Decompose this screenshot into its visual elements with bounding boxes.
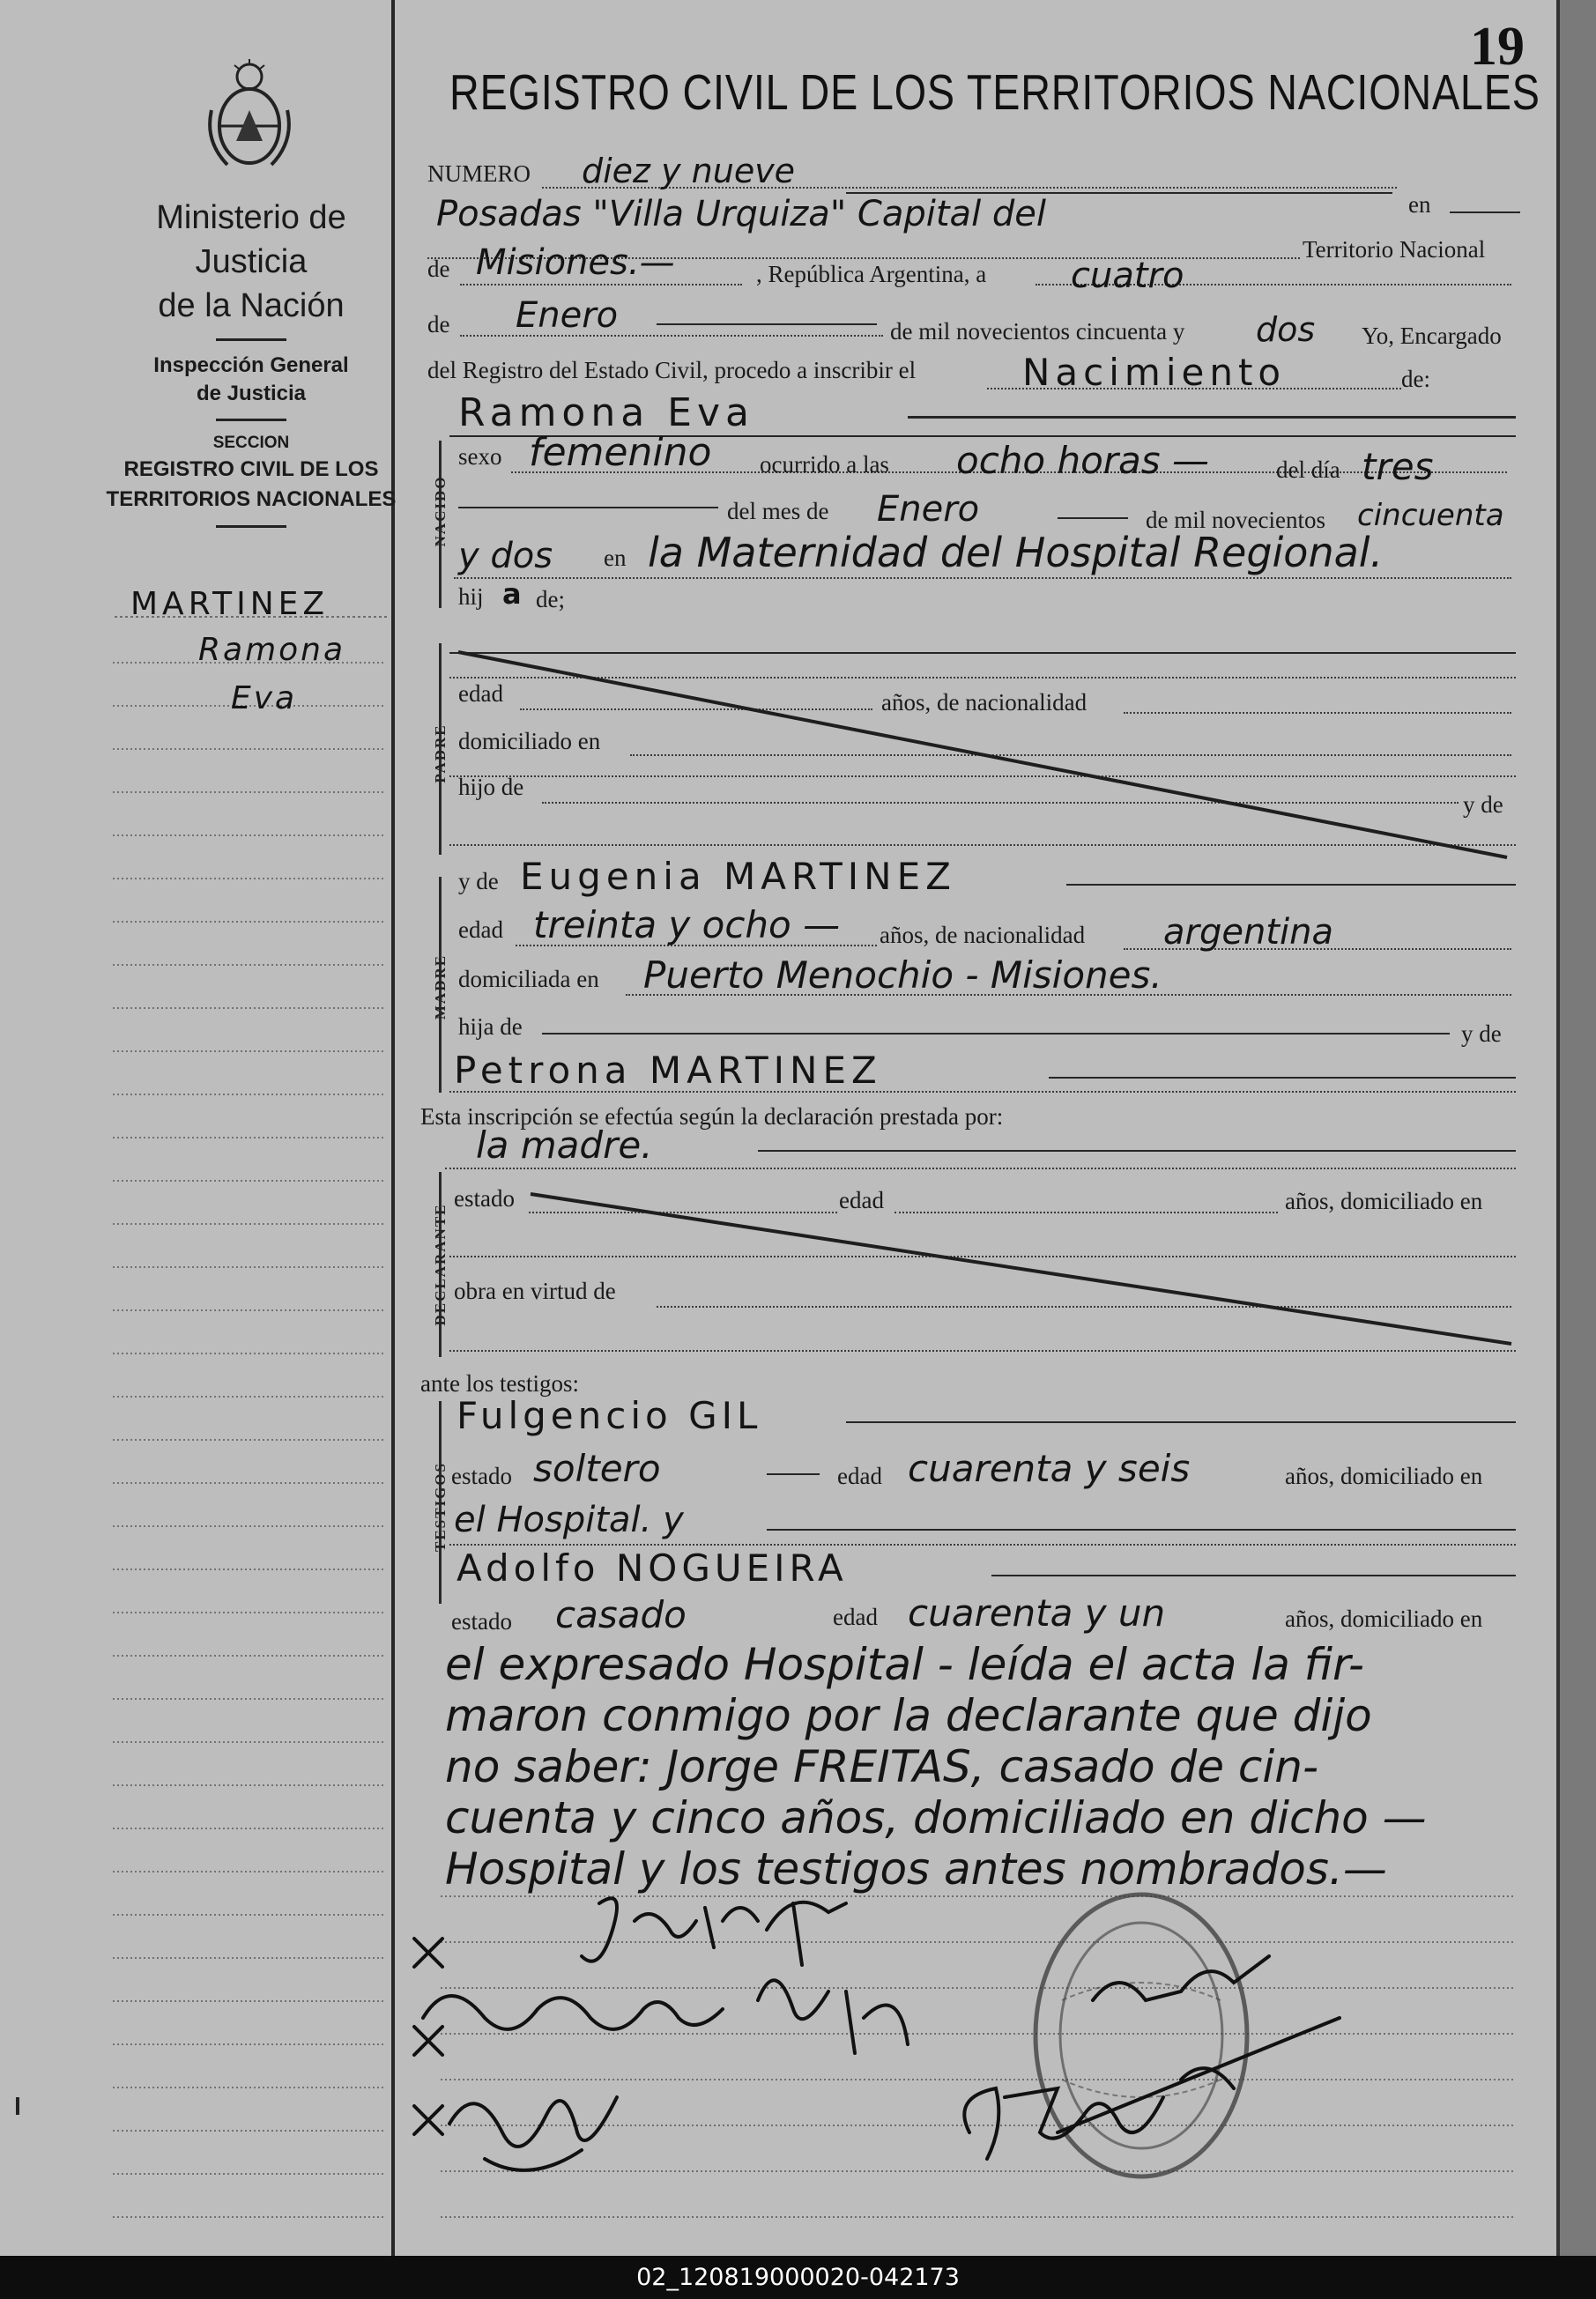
signature-adolfo-nogueira (449, 2097, 617, 2170)
nacido-label: NACIDO (432, 475, 449, 547)
testigos-label: ante los testigos: (420, 1370, 579, 1397)
texto-line-2: maron conmigo por la declarante que dijo (445, 1690, 1372, 1741)
signature-jorge-freitas (582, 1898, 846, 1965)
ministry-line-1: Ministerio de Justicia (156, 199, 346, 280)
margin-middlename: Eva (231, 680, 298, 716)
estado-t2-label: estado (451, 1608, 512, 1635)
declaracion-label: Esta inscripción se efectúa según la declaración prestada por: (420, 1103, 1004, 1130)
de-semi-label: de; (536, 586, 565, 612)
anos-dom-t1-label: años, domiciliado en (1285, 1463, 1483, 1489)
cross-mark-icon (414, 1939, 442, 1967)
texto-line-5: Hospital y los testigos antes nombrados.— (445, 1843, 1387, 1895)
declarante-value: la madre. (476, 1124, 653, 1167)
signature-teresa (964, 1956, 1340, 2159)
page-edge (1560, 0, 1596, 2256)
margin-surname: MARTINEZ (130, 586, 330, 622)
hija-de-label: hija de (458, 1013, 523, 1040)
madre-dom: Puerto Menochio - Misiones. (643, 953, 1162, 997)
territorio-value: Misiones.— (476, 242, 675, 283)
lugar-nac-value: la Maternidad del Hospital Regional. (648, 529, 1384, 576)
testigo2-nombre: Adolfo NOGUEIRA (457, 1546, 848, 1590)
signature-fulgencio-gil (423, 1980, 908, 2053)
section-line-2: REGISTRO CIVIL DE LOS (123, 457, 379, 481)
y-de-madre-label: y de (458, 868, 499, 894)
cross-mark-icon (414, 2027, 442, 2055)
del-dia-label: del día (1276, 456, 1340, 483)
edad-decl-label: edad (839, 1187, 884, 1213)
testigos-side-label: TESTIGOS (432, 1462, 449, 1552)
inspection-line-1: Inspección General (153, 353, 349, 377)
madre-nac: argentina (1163, 912, 1333, 953)
anio-b-value: y dos (458, 536, 553, 576)
territorio-label: Territorio Nacional (1303, 236, 1486, 263)
del-mes-label: del mes de (727, 498, 829, 524)
divider (216, 419, 286, 421)
anos-dom-label: años, domiciliado en (1285, 1188, 1483, 1214)
mil-label: de mil novecientos cincuenta y (890, 318, 1185, 345)
page-number: 19 (1470, 17, 1525, 77)
coat-of-arms-icon (201, 57, 298, 176)
ministry-heading (97, 196, 405, 538)
edad-t1-label: edad (837, 1463, 882, 1489)
hija-letra: a (502, 577, 522, 611)
declarante-side-label: DECLARANTE (432, 1203, 449, 1326)
mil-novecientos-label: de mil novecientos (1146, 507, 1325, 533)
divider (216, 338, 286, 341)
anos-nac-madre-label: años, de nacionalidad (880, 922, 1086, 948)
en-label: en (604, 545, 627, 571)
domiciliada-label: domiciliada en (458, 966, 599, 992)
madre-edad: treinta y ocho — (533, 903, 841, 946)
margin-mark (16, 2097, 19, 2115)
sexo-label: sexo (458, 443, 502, 470)
estado-label: estado (454, 1185, 515, 1212)
registro-label: del Registro del Estado Civil, procedo a inscribir el (427, 357, 917, 383)
ocurrido-label: ocurrido a las (760, 451, 889, 478)
testigo2-edad: cuarenta y un (908, 1591, 1166, 1635)
page-edge-line (1556, 0, 1560, 2256)
de-label: de (427, 311, 450, 337)
edad-t2-label: edad (833, 1604, 878, 1630)
margin-firstname: Ramona (198, 632, 346, 668)
mes-value: Enero (877, 489, 980, 530)
domiciliado-label: domiciliado en (458, 728, 601, 754)
texto-line-3: no saber: Jorge FREITAS, casado de cin- (445, 1741, 1319, 1792)
mes-inscripcion: Enero (516, 295, 619, 336)
nombre-value: Ramona Eva (458, 390, 754, 435)
y-de-label: y de (1463, 791, 1503, 818)
anos-dom-t2-label: años, domiciliado en (1285, 1606, 1483, 1632)
padre-label: PADRE (432, 723, 449, 783)
texto-line-4: cuenta y cinco años, domiciliado en dicho — (445, 1792, 1427, 1843)
page-title: REGISTRO CIVIL DE LOS TERRITORIOS NACIONALES (449, 64, 1540, 121)
numero-label: NUMERO (427, 160, 531, 187)
section-line-3: TERRITORIOS NACIONALES (106, 487, 397, 511)
anio-inscripcion: dos (1256, 310, 1316, 349)
hora-value: ocho horas — (956, 439, 1210, 482)
en-label: en (1408, 191, 1431, 218)
madre-label: MADRE (432, 953, 449, 1020)
cross-mark-icon (414, 2106, 442, 2134)
testigo1-estado: soltero (533, 1447, 661, 1490)
testigo2-estado: casado (555, 1593, 687, 1636)
obra-label: obra en virtud de (454, 1278, 616, 1304)
anos-nac-label: años, de nacionalidad (881, 689, 1088, 716)
y-de-label: y de (1461, 1020, 1502, 1047)
de-colon-label: de: (1401, 366, 1430, 392)
dia-inscripcion: cuatro (1071, 256, 1184, 296)
abuela-nombre: Petrona MARTINEZ (454, 1049, 882, 1092)
numero-value: diez y nueve (582, 152, 796, 190)
edad-madre-label: edad (458, 916, 503, 943)
republica-label: , República Argentina, a (756, 261, 987, 287)
testigo1-nombre: Fulgencio GIL (457, 1394, 762, 1437)
dia-value: tres (1362, 445, 1434, 488)
estado-t1-label: estado (451, 1463, 512, 1489)
madre-nombre: Eugenia MARTINEZ (520, 855, 956, 898)
acto-value: Nacimiento (1022, 351, 1287, 394)
section-line-1: SECCION (212, 434, 290, 452)
anio-a-value: cincuenta (1357, 498, 1504, 533)
sexo-value: femenino (529, 430, 712, 475)
yo-label: Yo, Encargado (1362, 323, 1502, 349)
footer-id: 02_120819000020-042173 (0, 2256, 1596, 2299)
divider (216, 525, 286, 528)
testigo1-dom: el Hospital. y (454, 1500, 684, 1540)
de-label: de (427, 256, 450, 282)
signatures-area (388, 1868, 1445, 2256)
inspection-line-2: de Justicia (196, 382, 307, 405)
ministry-line-2: de la Nación (158, 287, 345, 324)
hij-label: hij (458, 583, 484, 610)
edad-label: edad (458, 680, 503, 707)
texto-line-1: el expresado Hospital - leída el acta la fir- (445, 1639, 1364, 1690)
hijo-de-label: hijo de (458, 774, 524, 800)
lugar-value: Posadas "Villa Urquiza" Capital del (436, 194, 1047, 234)
testigo1-edad: cuarenta y seis (908, 1447, 1191, 1490)
